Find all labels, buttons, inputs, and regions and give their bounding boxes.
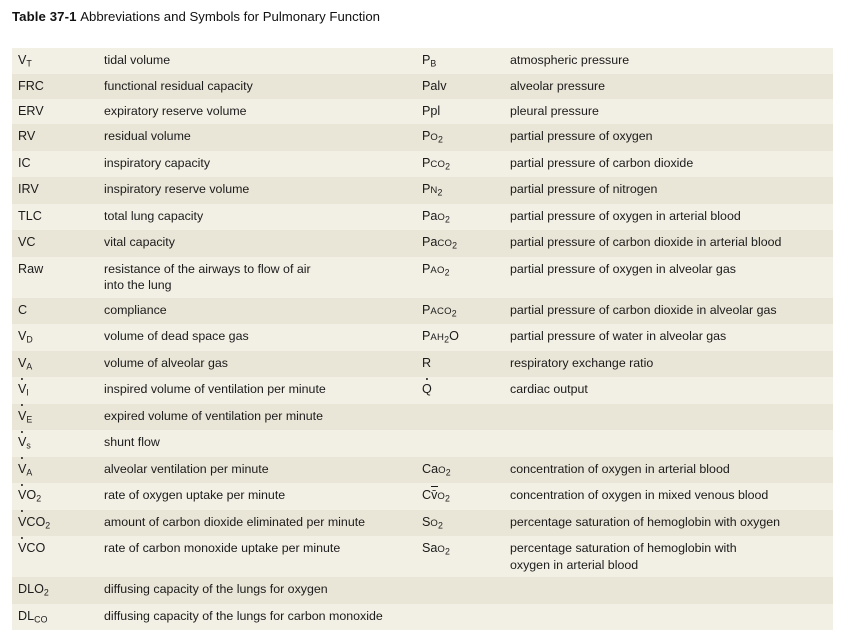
table-row bbox=[12, 510, 833, 536]
symbol-cell-right-empty bbox=[416, 577, 510, 603]
description-cell-right: alveolar pressure bbox=[510, 74, 833, 99]
symbol-cell-right-empty bbox=[416, 430, 510, 456]
description-cell-left: vital capacity bbox=[104, 230, 416, 256]
description-cell-right: percentage saturation of hemoglobin with oxygen bbox=[510, 510, 833, 536]
description-cell-left: amount of carbon dioxide eliminated per minute bbox=[104, 510, 416, 536]
symbol-cell-left: VT bbox=[12, 48, 104, 74]
symbol-cell-right: $PAO_2$ bbox=[416, 257, 510, 298]
description-cell-left: functional residual capacity bbox=[104, 74, 416, 99]
symbol-cell-right: Q bbox=[416, 377, 510, 403]
description-cell-left: rate of carbon monoxide uptake per minute bbox=[104, 536, 416, 577]
table-caption-label: Table 37-1 bbox=[12, 9, 77, 24]
table-row bbox=[12, 483, 833, 509]
symbol-cell-left: VI bbox=[12, 377, 104, 403]
description-cell-left: volume of alveolar gas bbox=[104, 351, 416, 377]
symbol-cell-right-empty bbox=[416, 604, 510, 630]
description-cell-right-empty bbox=[510, 430, 833, 456]
description-cell-right: partial pressure of carbon dioxide bbox=[510, 151, 833, 177]
symbol-cell-left: ERV bbox=[12, 99, 104, 124]
symbol-cell-right-empty bbox=[416, 404, 510, 430]
description-cell-left: total lung capacity bbox=[104, 204, 416, 230]
symbol-cell-left: Vs bbox=[12, 430, 104, 456]
symbol-cell-left: VA bbox=[12, 457, 104, 483]
table-row bbox=[12, 351, 833, 377]
description-cell-right: partial pressure of carbon dioxide in arterial blood bbox=[510, 230, 833, 256]
symbol-cell-right: $SO_2$ bbox=[416, 510, 510, 536]
description-cell-right: respiratory exchange ratio bbox=[510, 351, 833, 377]
description-cell-left: residual volume bbox=[104, 124, 416, 150]
symbol-cell-left: VE bbox=[12, 404, 104, 430]
table-row bbox=[12, 404, 833, 430]
symbol-cell-left: RV bbox=[12, 124, 104, 150]
symbol-cell-left: FRC bbox=[12, 74, 104, 99]
description-cell-right: partial pressure of water in alveolar gas bbox=[510, 324, 833, 350]
description-cell-left: tidal volume bbox=[104, 48, 416, 74]
symbol-cell-left: C bbox=[12, 298, 104, 324]
description-cell-left: rate of oxygen uptake per minute bbox=[104, 483, 416, 509]
table-row bbox=[12, 204, 833, 230]
description-cell-right-empty bbox=[510, 604, 833, 630]
symbol-cell-right: PaO$_2$ bbox=[416, 204, 510, 230]
symbol-cell-left: DLCO bbox=[12, 604, 104, 630]
table-row bbox=[12, 324, 833, 350]
table-row bbox=[12, 577, 833, 603]
symbol-cell-right: PB bbox=[416, 48, 510, 74]
description-cell-left: expiratory reserve volume bbox=[104, 99, 416, 124]
symbol-cell-right: Palv bbox=[416, 74, 510, 99]
table-row bbox=[12, 457, 833, 483]
symbol-cell-left: IRV bbox=[12, 177, 104, 203]
table-caption-text: Abbreviations and Symbols for Pulmonary Function bbox=[80, 9, 380, 24]
symbol-cell-right: $PAH_2O$ bbox=[416, 324, 510, 350]
symbol-cell-right: $PCO_2$ bbox=[416, 151, 510, 177]
description-cell-right: concentration of oxygen in arterial blood bbox=[510, 457, 833, 483]
symbol-cell-left: $VO_2$ bbox=[12, 483, 104, 509]
symbols-table-container bbox=[12, 48, 833, 630]
table-caption bbox=[12, 9, 380, 25]
symbol-cell-left: IC bbox=[12, 151, 104, 177]
symbol-cell-left: VC bbox=[12, 230, 104, 256]
description-cell-left: expired volume of ventilation per minute bbox=[104, 404, 416, 430]
symbol-cell-left: TLC bbox=[12, 204, 104, 230]
table-row bbox=[12, 430, 833, 456]
description-cell-left: volume of dead space gas bbox=[104, 324, 416, 350]
description-cell-left: diffusing capacity of the lungs for carbon monoxide bbox=[104, 604, 416, 630]
symbol-cell-right: Ppl bbox=[416, 99, 510, 124]
description-cell-right: partial pressure of oxygen in arterial blood bbox=[510, 204, 833, 230]
description-cell-left: inspiratory capacity bbox=[104, 151, 416, 177]
description-cell-right-empty bbox=[510, 404, 833, 430]
description-cell-right: pleural pressure bbox=[510, 99, 833, 124]
description-cell-left: inspired volume of ventilation per minute bbox=[104, 377, 416, 403]
table-row bbox=[12, 230, 833, 256]
table-row bbox=[12, 99, 833, 124]
table-row bbox=[12, 74, 833, 99]
symbol-cell-left: VD bbox=[12, 324, 104, 350]
symbol-cell-left: $VCO_2$ bbox=[12, 510, 104, 536]
symbol-cell-right: R bbox=[416, 351, 510, 377]
table-row bbox=[12, 377, 833, 403]
table-row bbox=[12, 48, 833, 74]
symbol-cell-left: VA bbox=[12, 351, 104, 377]
description-cell-right: partial pressure of nitrogen bbox=[510, 177, 833, 203]
symbol-cell-right: $PO_2$ bbox=[416, 124, 510, 150]
symbol-cell-left: VCO bbox=[12, 536, 104, 577]
description-cell-right-empty bbox=[510, 577, 833, 603]
table-row bbox=[12, 151, 833, 177]
symbol-cell-right: $Cv̄O_2$ bbox=[416, 483, 510, 509]
symbol-cell-left: $DLO_2$ bbox=[12, 577, 104, 603]
abbreviations-symbols-table bbox=[12, 48, 833, 630]
table-row bbox=[12, 604, 833, 630]
description-cell-right: percentage saturation of hemoglobin with oxygen in arterial blood bbox=[510, 536, 833, 577]
description-cell-left: diffusing capacity of the lungs for oxygen bbox=[104, 577, 416, 603]
description-cell-right: partial pressure of oxygen bbox=[510, 124, 833, 150]
description-cell-right: partial pressure of carbon dioxide in alveolar gas bbox=[510, 298, 833, 324]
description-cell-right: partial pressure of oxygen in alveolar gas bbox=[510, 257, 833, 298]
symbol-cell-right: PaCO$_2$ bbox=[416, 230, 510, 256]
description-cell-right: cardiac output bbox=[510, 377, 833, 403]
description-cell-left: resistance of the airways to flow of air into the lung bbox=[104, 257, 416, 298]
symbol-cell-right: $PACO_2$ bbox=[416, 298, 510, 324]
table-row bbox=[12, 536, 833, 577]
description-cell-left: compliance bbox=[104, 298, 416, 324]
symbol-cell-right: CaO$_2$ bbox=[416, 457, 510, 483]
description-cell-right: concentration of oxygen in mixed venous blood bbox=[510, 483, 833, 509]
table-row bbox=[12, 298, 833, 324]
description-cell-right: atmospheric pressure bbox=[510, 48, 833, 74]
table-row bbox=[12, 177, 833, 203]
description-cell-left: inspiratory reserve volume bbox=[104, 177, 416, 203]
description-cell-left: shunt flow bbox=[104, 430, 416, 456]
table-row bbox=[12, 257, 833, 298]
table-body bbox=[12, 48, 833, 630]
symbol-cell-right: $PN_2$ bbox=[416, 177, 510, 203]
symbol-cell-left: Raw bbox=[12, 257, 104, 298]
description-cell-left: alveolar ventilation per minute bbox=[104, 457, 416, 483]
symbol-cell-right: SaO$_2$ bbox=[416, 536, 510, 577]
table-row bbox=[12, 124, 833, 150]
